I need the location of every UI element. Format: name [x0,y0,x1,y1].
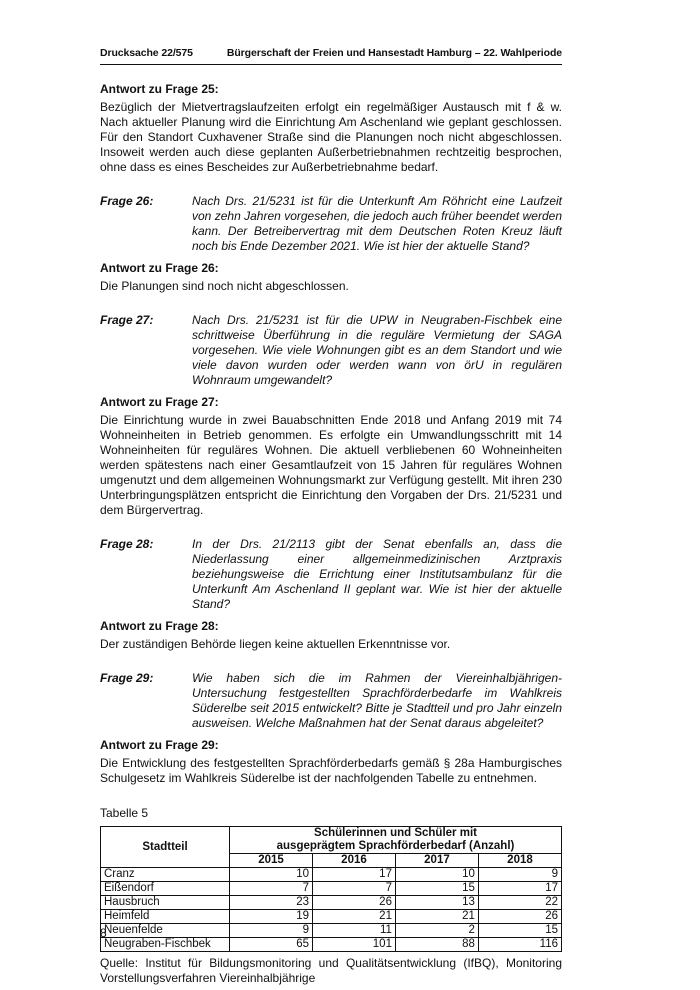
column-group-header [230,827,562,854]
year-header: 2017 [395,854,478,868]
value-cell: 15 [478,924,561,938]
table-source: Quelle: Institut für Bildungsmonitoring und Qualitätsentwicklung (IfBQ), Monitoring Vorstellungsverfahren Viereinhalbjährige [100,956,562,985]
table-caption: Tabelle 5 [100,806,149,820]
value-cell: 17 [312,868,395,882]
value-cell: 11 [312,924,395,938]
table-row [101,938,562,952]
question-label: Frage 29: [100,671,154,685]
answer-29 [100,738,562,786]
value-cell: 88 [395,938,478,952]
value-cell: 7 [230,882,313,896]
value-cell: 9 [230,924,313,938]
table-row [101,882,562,896]
question-text: Nach Drs. 21/5231 ist für die Unterkunft Am Röhricht eine Laufzeit von zehn Jahren vorgesehen, die jedoch auch früher beendet werden kann. Der Betreibervertrag mit dem Deutschen Roten Kreuz läuft noch bis Ende Dezember 2021. Wie ist hier der aktuelle Stand? [192,194,562,253]
question-27 [100,313,562,388]
value-cell: 26 [478,910,561,924]
document-number: Drucksache 22/575 [100,47,193,59]
value-cell: 13 [395,896,478,910]
value-cell: 22 [478,896,561,910]
answer-title: Antwort zu Frage 26: [100,261,219,275]
value-cell: 10 [230,868,313,882]
value-cell: 26 [312,896,395,910]
answer-26 [100,261,562,294]
answer-title: Antwort zu Frage 27: [100,395,219,409]
question-label: Frage 27: [100,313,154,327]
value-cell: 15 [395,882,478,896]
table-row [101,924,562,938]
answer-25 [100,82,562,175]
answer-text: Die Planungen sind noch nicht abgeschlossen. [100,279,349,293]
value-cell: 7 [312,882,395,896]
header-rule [100,64,562,65]
district-cell: Heimfeld [101,910,230,924]
value-cell: 116 [478,938,561,952]
answer-text: Der zuständigen Behörde liegen keine aktuellen Erkenntnisse vor. [100,637,451,651]
answer-28 [100,619,562,652]
parliament-title: Bürgerschaft der Freien und Hansestadt Hamburg – 22. Wahlperiode [226,47,562,59]
value-cell: 9 [478,868,561,882]
question-text: Nach Drs. 21/5231 ist für die UPW in Neugraben-Fischbek eine schrittweise Überführung in die reguläre Vermietung der SAGA vorgesehen. Wie viele Wohnungen gibt es an dem Standort und wie viele davon wurden oder werden wann von örU in regulären Wohnraum umgewandelt? [192,313,562,387]
value-cell: 10 [395,868,478,882]
group-header-line-2: ausgeprägtem Sprachförderbedarf (Anzahl) [276,840,515,852]
answer-27 [100,395,562,518]
group-header-line-1: Schülerinnen und Schüler mit [314,827,477,839]
answer-title: Antwort zu Frage 25: [100,82,219,96]
district-cell: Hausbruch [101,896,230,910]
value-cell: 17 [478,882,561,896]
value-cell: 21 [312,910,395,924]
answer-text: Die Entwicklung des festgestellten Sprachförderbedarfs gemäß § 28a Hamburgisches Schulgesetz im Wahlkreis Süderelbe ist der nachfolgenden Tabelle zu entnehmen. [100,756,562,785]
question-label: Frage 28: [100,537,154,551]
question-text: In der Drs. 21/2113 gibt der Senat ebenfalls an, dass die Niederlassung einer allgemeinmedizinischen Arztpraxis beziehungsweise die Errichtung einer Institutsambulanz für die Unterkunft Am Aschenland II geplant war. Wie ist hier der aktuelle Stand? [192,537,562,611]
language-support-table [100,826,562,952]
answer-text: Die Einrichtung wurde in zwei Bauabschnitten Ende 2018 und Anfang 2019 mit 74 Wohneinheiten in Betrieb genommen. Es erfolgte ein Umwandlungsschritt mit 14 Wohneinheiten für reguläres Wohnen. Die aktuell verbliebenen 60 Wohneinheiten werden spätestens nach einer Gesamtlaufzeit von 15 Jahren für reguläres Wohnen umgenutzt und dem allgemeinen Wohnungsmarkt zur Verfügung gestellt. Mit ihren 230 Unterbringungsplätzen entspricht die Einrichtung den Vorgaben der Drs. 21/5231 und dem Bürgervertrag. [100,413,562,517]
year-header: 2016 [312,854,395,868]
district-cell: Neuenfelde [101,924,230,938]
document-body [100,82,562,986]
answer-text: Bezüglich der Mietvertragslaufzeiten erfolgt ein regelmäßiger Austausch mit f & w. Nach aktueller Planung wird die Einrichtung Am Aschenland wie geplant geschlossen. Für den Standort Cuxhavener Straße sind die Planungen noch nicht abgeschlossen. Insoweit werden auch diese geplanten Außerbetriebnahmen rechtzeitig besprochen, ohne dass es eines Bescheides zur Außerbetriebnahme bedarf. [100,100,562,174]
table-row [101,868,562,882]
value-cell: 101 [312,938,395,952]
table-row [101,896,562,910]
question-28 [100,537,562,612]
question-26 [100,194,562,254]
question-29 [100,671,562,731]
question-text: Wie haben sich die im Rahmen der Viereinhalbjährigen-Untersuchung festgestellten Sprachförderbedarfe im Wahlkreis Süderelbe seit 2015 entwickelt? Bitte je Stadtteil und pro Jahr einzeln ausweisen. Welche Maßnahmen hat der Senat daraus abgeleitet? [192,671,562,730]
district-cell: Neugraben-Fischbek [101,938,230,952]
question-label: Frage 26: [100,194,154,208]
answer-title: Antwort zu Frage 29: [100,738,219,752]
table-row [101,910,562,924]
district-cell: Cranz [101,868,230,882]
page-number: 8 [100,926,107,940]
value-cell: 65 [230,938,313,952]
answer-title: Antwort zu Frage 28: [100,619,219,633]
value-cell: 23 [230,896,313,910]
value-cell: 19 [230,910,313,924]
district-cell: Eißendorf [101,882,230,896]
year-header: 2018 [478,854,561,868]
page-header [100,47,562,59]
year-header: 2015 [230,854,313,868]
value-cell: 2 [395,924,478,938]
column-header-district: Stadtteil [101,827,230,868]
value-cell: 21 [395,910,478,924]
